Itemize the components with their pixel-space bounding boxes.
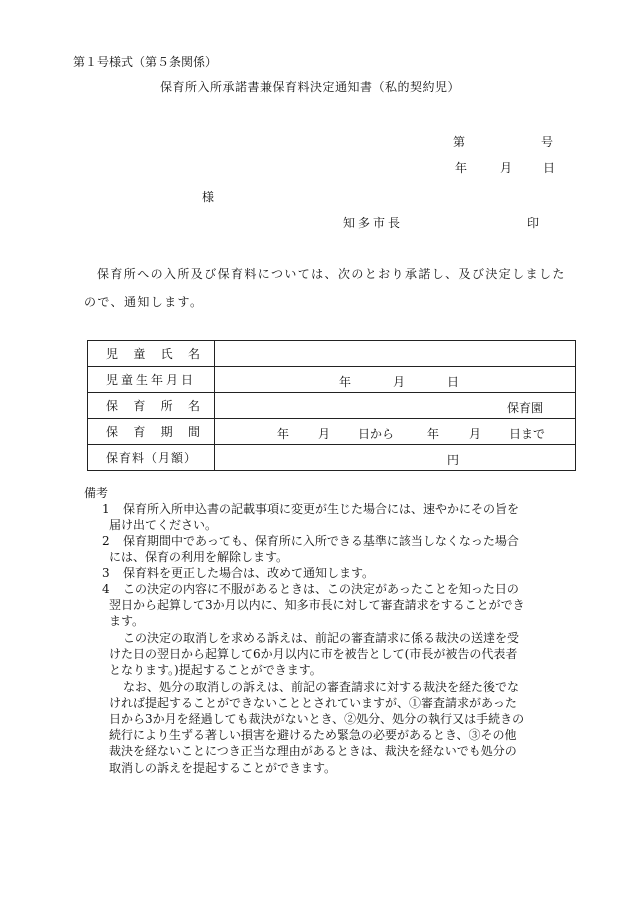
note-number-4: 4 <box>102 582 110 596</box>
form-number: 第１号様式（第５条関係） <box>73 55 218 69</box>
note-4-line-8: ければ提起することができないこととされていますが、①審査請求があった <box>109 696 517 710</box>
value-nursery-name: 保育園 <box>215 393 576 419</box>
note-4-line-6: となります。)提起することができます。 <box>109 663 322 677</box>
note-4-line-7: なお、処分の取消しの訴えは、前記の審査請求に対する裁決を経た後でな <box>123 680 520 694</box>
label-child-name: 児 童 氏 名 <box>88 341 215 367</box>
note-4-line-10: 続行により生ずる著しい損害を避けるため緊急の必要があるとき、③その他 <box>109 728 517 742</box>
value-birthdate: 年 月 日 <box>215 367 576 393</box>
table-row-nursery-name <box>88 393 576 419</box>
reference-dai: 第 <box>453 135 466 149</box>
recipient-honorific: 様 <box>202 190 215 204</box>
note-number-1: 1 <box>102 502 110 516</box>
value-period: 年 月 日から 年 月 日まで <box>215 419 576 445</box>
label-period: 保 育 期 間 <box>88 419 215 445</box>
note-number-2: 2 <box>102 534 110 548</box>
table-row-child-name <box>88 341 576 367</box>
note-1-line-2: 届け出てください。 <box>109 518 218 532</box>
label-nursery-name: 保 育 所 名 <box>88 393 215 419</box>
note-3-line-1: 保育料を更正した場合は、改めて通知します。 <box>123 566 375 580</box>
label-birthdate: 児童生年月日 <box>88 367 215 393</box>
table-row-fee <box>88 445 576 471</box>
note-2-line-1: 保育期間中であっても、保育所に入所できる基準に該当しなくなった場合 <box>123 534 519 548</box>
value-child-name <box>215 341 576 367</box>
notes-heading: 備考 <box>84 486 109 500</box>
table-row-period <box>88 419 576 445</box>
value-fee: 円 <box>215 445 576 471</box>
note-4-line-5: けた日の翌日から起算して6か月以内に市を被告として(市長が被告の代表者 <box>109 647 518 661</box>
note-4-line-4: この決定の取消しを求める訴えは、前記の審査請求に係る裁決の送達を受 <box>123 631 520 645</box>
label-fee: 保育料（月額） <box>88 445 215 471</box>
reference-go: 号 <box>541 135 554 149</box>
table-row-birthdate <box>88 367 576 393</box>
note-4-line-12: 取消しの訴えを提起することができます。 <box>109 761 337 775</box>
note-number-3: 3 <box>102 566 110 580</box>
date-year: 年 <box>455 161 468 175</box>
document-title: 保育所入所承諾書兼保育料決定通知書（私的契約児） <box>160 80 461 94</box>
note-4-line-3: ます。 <box>109 614 145 628</box>
intro-line-1: 保育所への入所及び保育料については、次のとおり承諾し、及び決定しました <box>97 267 566 281</box>
note-4-line-11: 裁決を経ないことにつき正当な理由があるときは、裁決を経ないでも処分の <box>109 744 517 758</box>
date-day: 日 <box>543 161 556 175</box>
note-4-line-9: 日から3か月を経過しても裁決がないとき、②処分、処分の執行又は手続きの <box>109 712 525 726</box>
issuer-name: 知多市長 <box>343 216 404 230</box>
note-2-line-2: には、保育の利用を解除します。 <box>109 550 289 564</box>
seal-mark: 印 <box>527 216 540 230</box>
note-4-line-2: 翌日から起算して3か月以内に、知多市長に対して審査請求をすることができ <box>109 598 525 612</box>
note-4-line-1: この決定の内容に不服があるときは、この決定があったことを知った日の <box>123 582 519 596</box>
info-table <box>87 340 576 471</box>
date-month: 月 <box>500 161 513 175</box>
intro-line-2: ので、通知します。 <box>84 295 204 309</box>
note-1-line-1: 保育所入所申込書の記載事項に変更が生じた場合には、速やかにその旨を <box>123 502 520 516</box>
